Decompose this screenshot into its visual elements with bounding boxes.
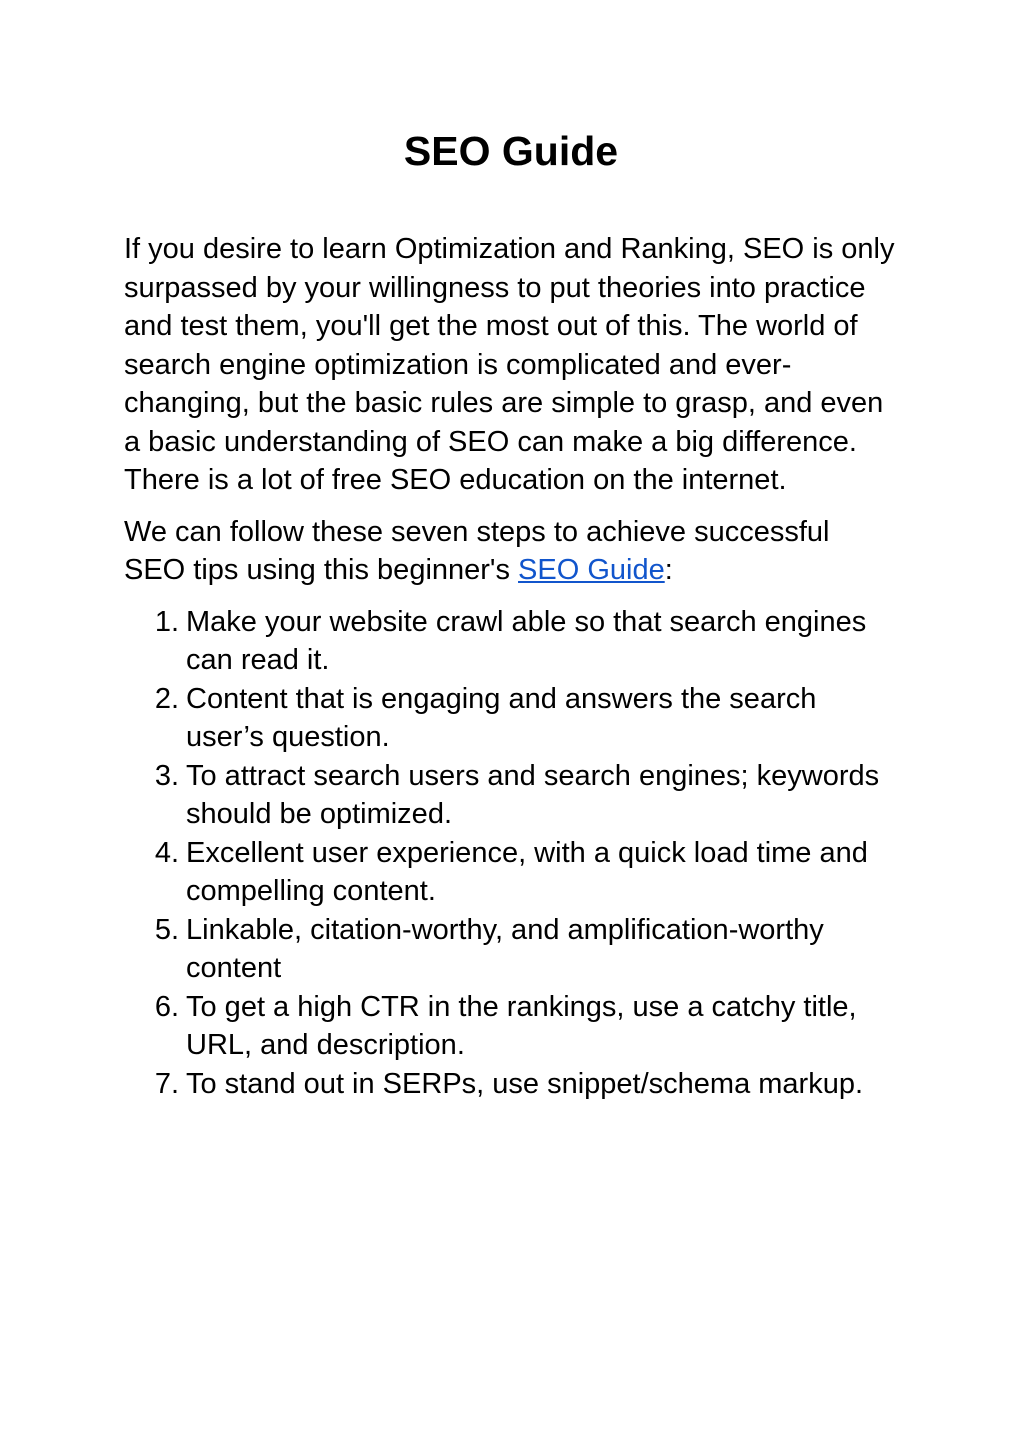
list-item bbox=[124, 988, 898, 1065]
intro-paragraph: If you desire to learn Optimization and Ranking, SEO is only surpassed by your willingness to put theories into practice and test them, you'll get the most out of this. The world of search engine optimization is complicated and ever-changing, but the basic rules are simple to grasp, and even a basic understanding of SEO can make a big difference. There is a lot of free SEO education on the internet. bbox=[124, 233, 895, 496]
list-item-number: 4. bbox=[154, 836, 179, 869]
list-item-number: 7. bbox=[154, 1067, 179, 1100]
list-item-text: Content that is engaging and answers the search user’s question. bbox=[186, 682, 817, 753]
list-item bbox=[124, 603, 898, 680]
seo-guide-link[interactable]: SEO Guide bbox=[518, 554, 665, 586]
list-item bbox=[124, 911, 898, 988]
list-item-text: To attract search users and search engines; keywords should be optimized. bbox=[186, 759, 880, 830]
list-item-text: Linkable, citation-worthy, and amplification-worthy content bbox=[186, 913, 824, 984]
list-item-text: Excellent user experience, with a quick load time and compelling content. bbox=[186, 836, 868, 907]
steps-list bbox=[124, 603, 898, 1104]
list-item-number: 6. bbox=[154, 990, 179, 1023]
list-item-text: To get a high CTR in the rankings, use a catchy title, URL, and description. bbox=[186, 990, 857, 1061]
list-item bbox=[124, 680, 898, 757]
list-item-number: 2. bbox=[154, 682, 179, 715]
page-title: SEO Guide bbox=[403, 128, 619, 174]
list-item-text: To stand out in SERPs, use snippet/schema markup. bbox=[186, 1067, 864, 1100]
steps-intro-paragraph bbox=[124, 513, 898, 590]
list-item-number: 5. bbox=[154, 913, 179, 946]
steps-intro-colon: : bbox=[664, 554, 673, 586]
list-item bbox=[124, 757, 898, 834]
list-item bbox=[124, 834, 898, 911]
list-item-number: 3. bbox=[154, 759, 179, 792]
list-item-number: 1. bbox=[154, 605, 179, 638]
steps-intro-text: We can follow these seven steps to achieve successful SEO tips using this beginner's bbox=[124, 515, 830, 586]
list-item-text: Make your website crawl able so that search engines can read it. bbox=[186, 605, 867, 676]
list-item bbox=[124, 1065, 898, 1104]
